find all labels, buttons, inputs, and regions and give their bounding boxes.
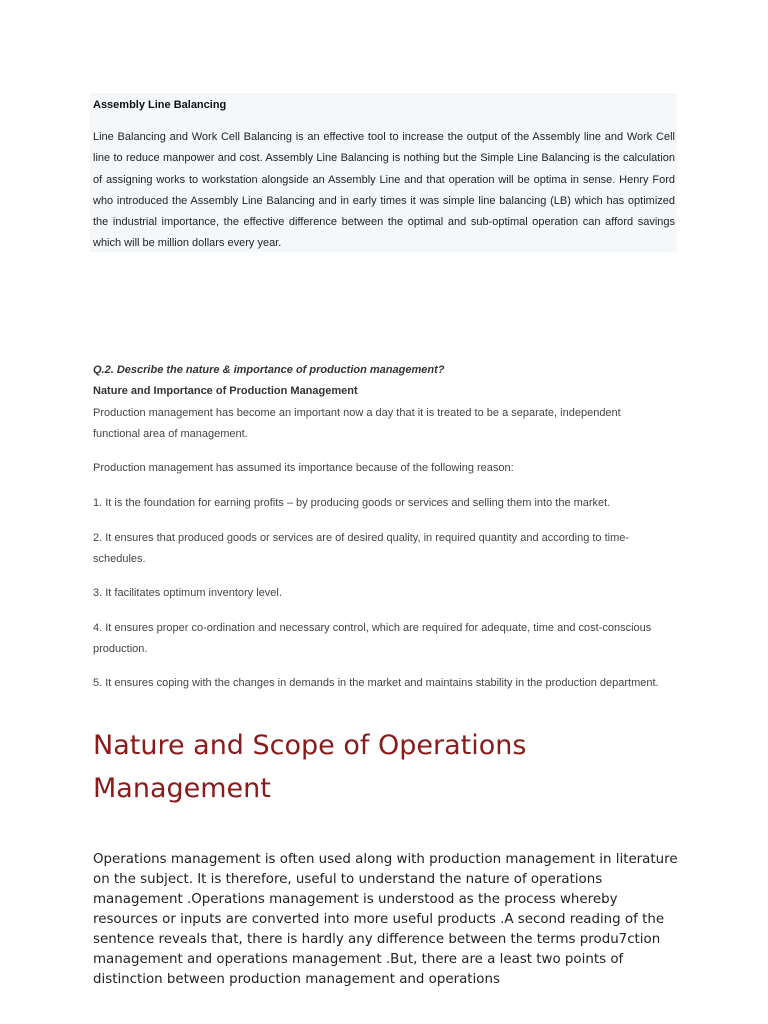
intro-paragraph: Production management has become an important now a day that it is treated to be a separate, independent functional area of management. — [93, 407, 621, 440]
page-heading: Nature and Scope of Operations Management — [93, 730, 527, 804]
list-item: 1. It is the foundation for earning profits – by producing goods or services and selling them into the market. — [93, 497, 611, 509]
section-title: Assembly Line Balancing — [93, 99, 227, 111]
section-paragraph: Line Balancing and Work Cell Balancing is an effective tool to increase the output of the Assembly line and Work Cell line to reduce manpower and cost. Assembly Line Balancing is nothing but the Simple Line Balancing is the calculation of assigning works to workstation alongside an Assembly Line and that operation will be optima in sense. Henry Ford who introduced the Assembly Line Balancing and in early times it was simple line balancing (LB) which has optimized the industrial importance, the effective difference between the optimal and sub-optimal operation can afford savings which will be million dollars every year. — [93, 131, 675, 250]
lead-paragraph: Production management has assumed its importance because of the following reason: — [93, 462, 514, 474]
list-item: 2. It ensures that produced goods or services are of desired quality, in required quantity and according to time-schedules. — [93, 532, 630, 565]
subheading: Nature and Importance of Production Management — [93, 385, 358, 397]
list-item: 3. It facilitates optimum inventory level. — [93, 587, 282, 599]
question-heading: Q.2. Describe the nature & importance of production management? — [93, 364, 445, 376]
body-paragraph: Operations management is often used along with production management in literature on the subject. It is therefore, useful to understand the nature of operations management .Operations management is understood as the process whereby resources or inputs are converted into more useful products .A second reading of the sentence reveals that, there is hardly any difference between the terms produ7ction management and operations management .But, there are a least two points of distinction between production management and operations — [93, 852, 678, 987]
list-item: 5. It ensures coping with the changes in demands in the market and maintains stability in the production department. — [93, 677, 659, 689]
list-item: 4. It ensures proper co-ordination and necessary control, which are required for adequate, time and cost-conscious production. — [93, 622, 652, 655]
